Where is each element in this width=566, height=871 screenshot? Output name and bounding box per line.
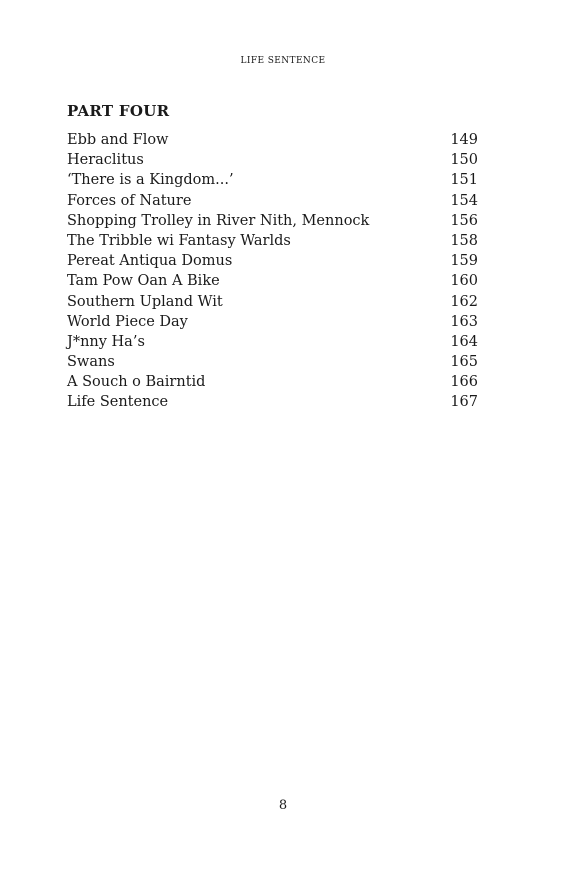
toc-entry[interactable] <box>67 211 478 231</box>
toc-entry-title: World Piece Day <box>67 313 188 330</box>
toc-entry-title: Pereat Antiqua Domus <box>67 253 233 270</box>
toc-entry-page: 160 <box>450 273 478 290</box>
toc-entry[interactable] <box>67 271 478 291</box>
section-title: PART FOUR <box>67 102 170 120</box>
toc-entry[interactable] <box>67 292 478 312</box>
toc-entry-page: 151 <box>450 172 478 189</box>
toc-entry-title: Ebb and Flow <box>67 132 169 148</box>
toc-entry-page: 149 <box>450 132 478 148</box>
toc-entry-page: 163 <box>450 313 478 330</box>
toc-entry-page: 164 <box>450 333 478 350</box>
toc-entry-title: Forces of Nature <box>67 192 192 209</box>
toc-entry-title: ‘There is a Kingdom...’ <box>67 172 234 189</box>
toc-entry[interactable] <box>67 332 478 352</box>
toc-entry-page: 167 <box>450 394 478 411</box>
toc-entry-page: 165 <box>450 354 478 371</box>
toc-entry-title: Heraclitus <box>67 152 144 169</box>
running-head: LIFE SENTENCE <box>240 56 326 66</box>
toc-entry-page: 158 <box>450 232 478 249</box>
toc-entry[interactable] <box>67 352 478 372</box>
toc-entry-title: Tam Pow Oan A Bike <box>67 273 220 290</box>
toc-entry-title: The Tribble wi Fantasy Warlds <box>67 232 291 249</box>
toc-entry-page: 162 <box>450 293 478 310</box>
toc-entry-page: 154 <box>450 192 478 209</box>
toc-entry-title: Shopping Trolley in River Nith, Mennock <box>67 212 370 229</box>
toc-entry-title: A Souch o Bairntid <box>67 374 206 391</box>
toc-entry[interactable] <box>67 170 478 190</box>
toc-entry-title: J*nny Ha’s <box>67 333 145 350</box>
toc-entry-title: Swans <box>67 354 115 371</box>
toc-entry-page: 156 <box>450 212 478 229</box>
table-of-contents <box>67 130 478 413</box>
toc-entry-title: Southern Upland Wit <box>67 293 223 310</box>
toc-entry[interactable] <box>67 251 478 271</box>
toc-entry-page: 166 <box>450 374 478 391</box>
toc-entry[interactable] <box>67 312 478 332</box>
toc-entry[interactable] <box>67 130 478 150</box>
toc-entry[interactable] <box>67 191 478 211</box>
toc-entry[interactable] <box>67 231 478 251</box>
toc-entry-title: Life Sentence <box>67 394 169 411</box>
toc-entry[interactable] <box>67 392 478 412</box>
toc-entry-page: 150 <box>450 152 478 169</box>
toc-entry[interactable] <box>67 372 478 392</box>
page-number: 8 <box>278 798 288 813</box>
toc-entry[interactable] <box>67 150 478 170</box>
toc-entry-page: 159 <box>450 253 478 270</box>
